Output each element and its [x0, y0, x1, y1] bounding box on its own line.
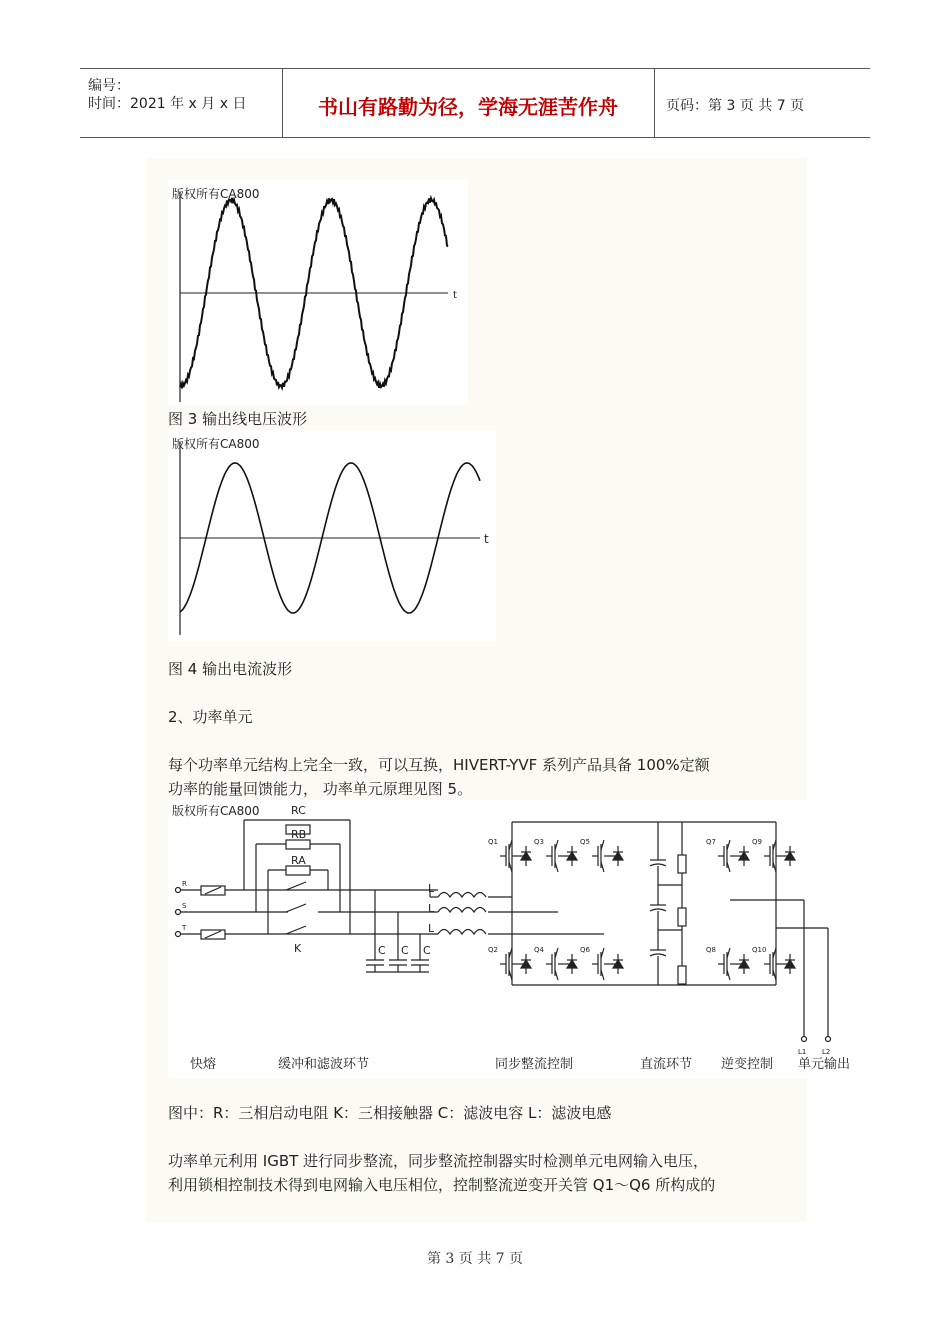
- figure-5-circuit-diagram: [168, 800, 868, 1078]
- section-heading: 2、功率单元: [168, 708, 253, 726]
- unit-output: [730, 900, 831, 1056]
- output-l2-label: L2: [822, 1048, 831, 1056]
- igbt-q5-label: Q5: [580, 838, 590, 846]
- igbt-q10: [752, 946, 795, 980]
- figure-3-watermark: 版权所有CA800: [172, 187, 260, 201]
- capacitor-3-label: C: [423, 944, 431, 957]
- section-rectifier-control: 同步整流控制: [495, 1057, 574, 1072]
- dc-link: [650, 822, 686, 985]
- terminal-s-label: S: [182, 902, 187, 910]
- paragraph-2-line-1: 功率单元利用 IGBT 进行同步整流，同步整流控制器实时检测单元电网输入电压，: [168, 1152, 709, 1170]
- igbt-q6: [580, 946, 623, 980]
- igbt-q9: [752, 838, 795, 872]
- figure-3-caption: 图 3 输出线电压波形: [168, 410, 308, 428]
- figure-5-legend: 图中：R：三相启动电阻 K：三相接触器 C：滤波电容 L：滤波电感: [168, 1104, 612, 1122]
- section-labels: [190, 1056, 850, 1072]
- section-dc-link: 直流环节: [640, 1057, 693, 1072]
- voltage-waveform-chart: [168, 180, 468, 405]
- header-left-cell: [80, 69, 283, 137]
- rectifier-igbts: [488, 838, 623, 980]
- inductor-2-label: L: [428, 902, 435, 915]
- capacitor-2-label: C: [401, 944, 409, 957]
- figure-4-axis-label: t: [484, 532, 489, 546]
- igbt-q1-label: Q1: [488, 838, 498, 846]
- document-number: 编号：: [88, 78, 130, 94]
- figure-4: [168, 430, 496, 642]
- paragraph-1-line-1: 每个功率单元结构上完全一致，可以互换，HIVERT-YVF 系列产品具备 100%定额: [168, 756, 710, 774]
- inverter-igbts: [706, 838, 795, 980]
- igbt-q5: [580, 838, 623, 872]
- header-right-cell: [656, 69, 870, 137]
- paragraph-1-line-2: 功率的能量回馈能力， 功率单元原理见图 5。: [168, 780, 473, 798]
- contactor-k: [286, 882, 306, 955]
- inductor-3-label: L: [428, 922, 435, 935]
- paragraph-2-line-2: 利用锁相控制技术得到电网输入电压相位，控制整流逆变开关管 Q1～Q6 所构成的: [168, 1176, 716, 1194]
- header-table: [80, 68, 870, 138]
- filter-capacitors: [366, 890, 431, 972]
- section-unit-output: 单元输出: [798, 1057, 851, 1072]
- igbt-q7: [706, 838, 749, 872]
- output-l1-label: L1: [798, 1048, 807, 1056]
- resistor-ra-label: RA: [291, 854, 306, 867]
- section-buffer-filter: 缓冲和滤波环节: [278, 1057, 370, 1072]
- igbt-q6-label: Q6: [580, 946, 590, 954]
- section-fuse: 快熔: [190, 1057, 217, 1072]
- igbt-q1: [488, 838, 531, 872]
- igbt-q2: [488, 946, 531, 980]
- inductor-1-label: L: [428, 882, 435, 895]
- starting-resistors: [244, 804, 350, 934]
- power-unit-schematic: [168, 800, 868, 1078]
- phase-lines: [180, 890, 558, 934]
- igbt-q7-label: Q7: [706, 838, 716, 846]
- document-time: 时间：2021 年 x 月 x 日: [88, 96, 247, 112]
- igbt-q2-label: Q2: [488, 946, 498, 954]
- igbt-q8-label: Q8: [706, 946, 716, 954]
- terminal-r-label: R: [182, 880, 187, 888]
- terminal-t-label: T: [182, 924, 187, 932]
- section-inverter-control: 逆变控制: [721, 1057, 774, 1072]
- figure-4-caption: 图 4 输出电流波形: [168, 660, 293, 678]
- resistor-rc-label: RC: [291, 804, 306, 817]
- header-motto: 书山有路勤为径，学海无涯苦作舟: [318, 95, 618, 119]
- input-terminals: [176, 880, 188, 937]
- contactor-k-label: K: [294, 942, 302, 955]
- page-footer: 第 3 页 共 7 页: [426, 1251, 524, 1267]
- igbt-q3: [534, 838, 577, 872]
- capacitor-1-label: C: [378, 944, 386, 957]
- igbt-q4-label: Q4: [534, 946, 544, 954]
- igbt-q4: [534, 946, 577, 980]
- igbt-q3-label: Q3: [534, 838, 544, 846]
- header-center-cell: [282, 69, 655, 137]
- current-waveform-chart: [168, 430, 496, 642]
- igbt-q10-label: Q10: [752, 946, 767, 954]
- figure-3-axis-label: t: [453, 290, 457, 301]
- resistor-rb-label: RB: [291, 828, 307, 841]
- igbt-q9-label: Q9: [752, 838, 762, 846]
- header-page-indicator: 页码：第 3 页 共 7 页: [666, 98, 805, 114]
- figure-4-watermark: 版权所有CA800: [172, 437, 260, 451]
- figure-3: [168, 180, 468, 405]
- figure-5-watermark: 版权所有CA800: [172, 804, 260, 818]
- igbt-q8: [706, 946, 749, 980]
